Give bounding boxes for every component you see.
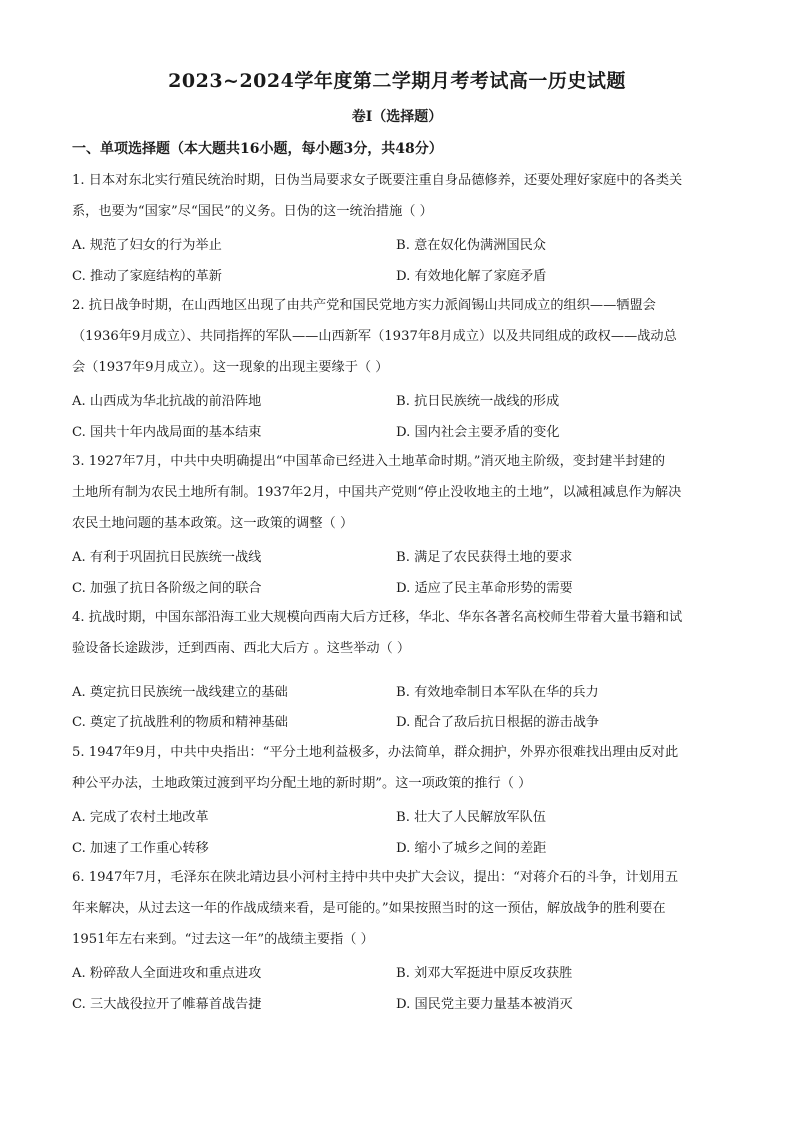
question-4-option-d: D. 配合了敌后抗日根据的游击战争 — [396, 715, 600, 730]
question-2-option-b: B. 抗日民族统一战线的形成 — [396, 394, 560, 409]
question-1-line: 1. 日本对东北实行殖民统治时期，日伪当局要求女子既要注重自身品德修养，还要处理好家庭中的各类关 — [72, 173, 683, 188]
question-4-stem — [72, 602, 722, 664]
question-6-line: 1951年左右来到。“过去这一年”的战绩主要指（ ） — [72, 932, 374, 947]
question-3-stem — [72, 446, 722, 539]
question-3-line: 农民土地问题的基本政策。这一政策的调整（ ） — [72, 516, 354, 531]
question-5-option-b: B. 壮大了人民解放军队伍 — [396, 810, 546, 825]
question-2-option-a: A. 山西成为华北抗战的前沿阵地 — [72, 394, 262, 409]
paper-subtitle: 卷I（选择题） — [351, 109, 443, 125]
question-2-stem — [72, 290, 722, 383]
question-6-stem — [72, 862, 722, 955]
question-6-line: 6. 1947年7月，毛泽东在陕北靖边县小河村主持中共中央扩大会议，提出：“对蒋介石的斗争，计划用五 — [72, 870, 679, 885]
question-5-option-a: A. 完成了农村土地改革 — [72, 810, 209, 825]
question-5-stem — [72, 737, 722, 799]
question-2-line: （1936年9月成立）、共同指挥的军队——山西新军（1937年8月成立）以及共同组成的政权——战动总 — [72, 329, 677, 344]
question-5-line: 5. 1947年9月，中共中央指出：“平分土地利益极多，办法简单，群众拥护，外界亦很难找出理由反对此 — [72, 745, 679, 760]
question-5-line: 种公平办法，土地政策过渡到平均分配土地的新时期”。这一项政策的推行（ ） — [72, 776, 532, 791]
question-6-option-c: C. 三大战役拉开了帷幕首战告捷 — [72, 997, 262, 1012]
question-2-option-d: D. 国内社会主要矛盾的变化 — [396, 425, 560, 440]
question-1-stem — [72, 165, 722, 227]
question-5-option-c: C. 加速了工作重心转移 — [72, 841, 209, 856]
question-1-option-d: D. 有效地化解了家庭矛盾 — [396, 269, 547, 284]
question-1-option-b: B. 意在奴化伪满洲国民众 — [396, 238, 546, 253]
question-6-option-b: B. 刘邓大军挺进中原反攻获胜 — [396, 966, 573, 981]
question-5-option-d: D. 缩小了城乡之间的差距 — [396, 841, 547, 856]
question-6-option-a: A. 粉碎敌人全面进攻和重点进攻 — [72, 966, 262, 981]
question-6-option-d: D. 国民党主要力量基本被消灭 — [396, 997, 573, 1012]
question-4-line: 验设备长途跋涉，迁到西南、西北大后方 。这些举动（ ） — [72, 641, 411, 656]
question-4-option-a: A. 奠定抗日民族统一战线建立的基础 — [72, 685, 288, 700]
question-3-option-b: B. 满足了农民获得土地的要求 — [396, 550, 573, 565]
question-4-line: 4. 抗战时期，中国东部沿海工业大规模向西南大后方迁移，华北、华东各著名高校师生带着大量书籍和试 — [72, 610, 683, 625]
question-2-option-c: C. 国共十年内战局面的基本结束 — [72, 425, 262, 440]
question-3-line: 土地所有制为农民土地所有制。1937年2月，中国共产党则“停止没收地主的土地”，以减租减息作为解决 — [72, 485, 682, 500]
question-1-line: 系，也要为“国家”尽“国民”的义务。日伪的这一统治措施（ ） — [72, 204, 433, 219]
question-2-line: 2. 抗日战争时期，在山西地区出现了由共产党和国民党地方实力派阎锡山共同成立的组织——牺盟会 — [72, 298, 656, 313]
question-1-option-a: A. 规范了妇女的行为举止 — [72, 238, 222, 253]
question-2-line: 会（1937年9月成立）。这一现象的出现主要缘于（ ） — [72, 360, 389, 375]
question-3-option-d: D. 适应了民主革命形势的需要 — [396, 581, 573, 596]
question-1-option-c: C. 推动了家庭结构的革新 — [72, 269, 222, 284]
exam-title: 2023~2024学年度第二学期月考考试高一历史试题 — [168, 70, 626, 92]
question-4-option-c: C. 奠定了抗战胜利的物质和精神基础 — [72, 715, 288, 730]
question-3-line: 3. 1927年7月，中共中央明确提出“中国革命已经进入土地革命时期。”消灭地主阶级，变封建半封建的 — [72, 454, 666, 469]
question-3-option-a: A. 有利于巩固抗日民族统一战线 — [72, 550, 262, 565]
question-6-line: 年来解决，从过去这一年的作战成绩来看，是可能的。”如果按照当时的这一预估，解放战争的胜利要在 — [72, 901, 666, 916]
question-3-option-c: C. 加强了抗日各阶级之间的联合 — [72, 581, 262, 596]
section-heading: 一、单项选择题（本大题共16小题，每小题3分，共48分） — [72, 141, 443, 157]
question-4-option-b: B. 有效地牵制日本军队在华的兵力 — [396, 685, 599, 700]
